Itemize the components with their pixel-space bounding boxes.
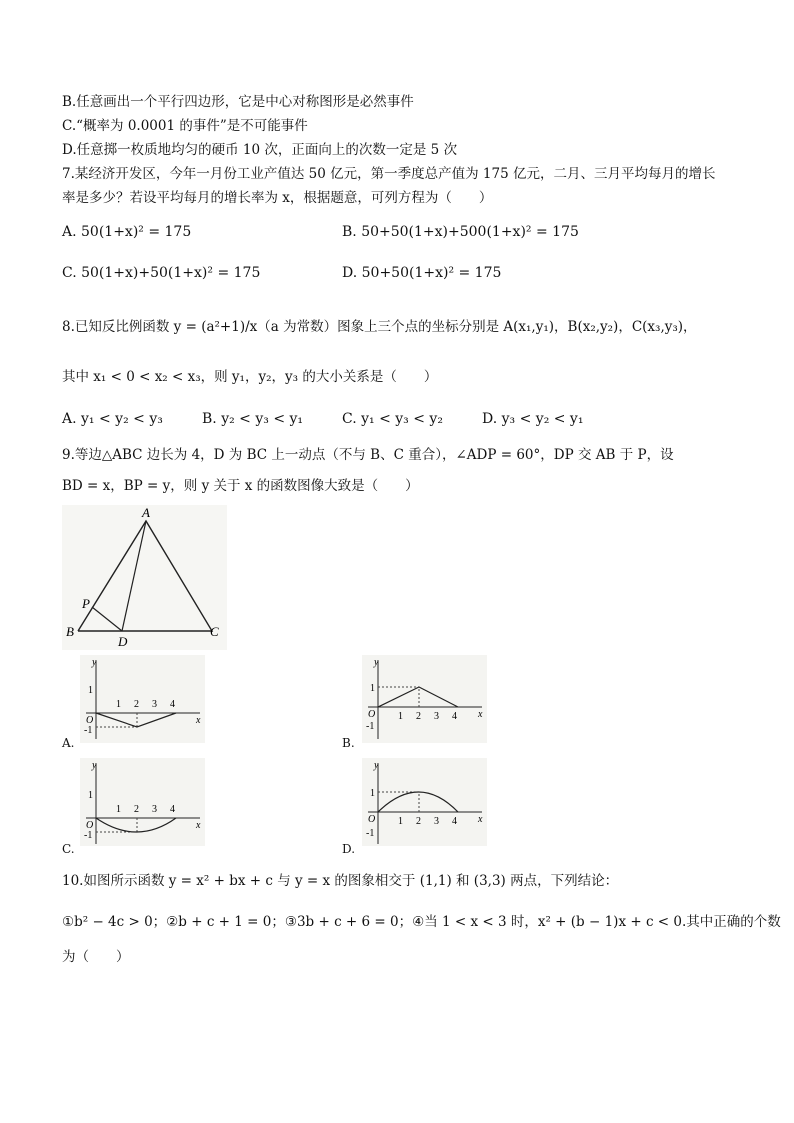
q6-option-c: C.“概率为 0.0001 的事件”是不可能事件: [62, 118, 308, 134]
q8-option-c: C. y₁ < y₃ < y₂: [342, 411, 443, 427]
tick-y-1: 1: [370, 683, 375, 694]
graph-a-background: [80, 655, 205, 743]
tick-y-1: 1: [370, 788, 375, 799]
q10-stem-line1: 10.如图所示函数 y = x² + bx + c 与 y = x 的图象相交于 (1,1) 和 (3,3) 两点，下列结论：: [62, 873, 619, 889]
q9-option-b: B.: [342, 736, 355, 750]
q8-option-a: A. y₁ < y₂ < y₃: [62, 411, 163, 427]
tick-x-2: 2: [416, 711, 421, 722]
q8-stem-line2: 其中 x₁ < 0 < x₂ < x₃，则 y₁，y₂，y₃ 的大小关系是（ ）: [62, 369, 438, 385]
tick-x-1: 1: [116, 804, 121, 815]
tick-x-4: 4: [452, 816, 457, 827]
tick-x-3: 3: [152, 699, 157, 710]
tick-x-1: 1: [116, 699, 121, 710]
triangle-figure: [62, 505, 227, 650]
y-axis-label: y: [92, 657, 97, 668]
q9-option-c: C.: [62, 842, 75, 856]
tick-x-2: 2: [134, 804, 139, 815]
q9-option-a: A.: [62, 736, 75, 750]
tick-x-4: 4: [452, 711, 457, 722]
tick-x-2: 2: [416, 816, 421, 827]
q7-option-a: A. 50(1+x)² = 175: [62, 224, 192, 240]
q8-stem-line1: 8.已知反比例函数 y = (a²+1)/x（a 为常数）图象上三个点的坐标分别是 A(x₁,y₁)，B(x₂,y₂)，C(x₃,y₃)，: [62, 319, 697, 335]
y-axis-label: y: [374, 760, 379, 771]
q9-stem-line1: 9.等边△ABC 边长为 4，D 为 BC 上一动点（不与 B、C 重合），∠ADP = 60°，DP 交 AB 于 P，设: [62, 447, 674, 463]
label-p: P: [82, 596, 90, 611]
tick-x-1: 1: [398, 816, 403, 827]
label-a: A: [142, 505, 150, 520]
q7-option-d: D. 50+50(1+x)² = 175: [342, 265, 502, 281]
tick-y-1: 1: [88, 685, 93, 696]
label-b: B: [66, 624, 74, 639]
graph-d-background: [362, 758, 487, 846]
origin-label: O: [368, 814, 376, 825]
x-axis-label: x: [196, 715, 201, 726]
q7-option-b: B. 50+50(1+x)+500(1+x)² = 175: [342, 224, 579, 240]
graph-b: [362, 655, 487, 743]
q10-stem-line3: 为（ ）: [62, 949, 130, 965]
q9-stem-line2: BD = x，BP = y，则 y 关于 x 的函数图像大致是（ ）: [62, 478, 419, 494]
tick-x-4: 4: [170, 699, 175, 710]
origin-label: O: [368, 709, 376, 720]
graph-a: [80, 655, 205, 743]
tick-y-1: 1: [88, 790, 93, 801]
tick-y-neg1: -1: [84, 725, 93, 736]
y-axis-label: y: [374, 657, 379, 668]
x-axis-label: x: [478, 814, 483, 825]
q8-option-b: B. y₂ < y₃ < y₁: [202, 411, 304, 427]
q7-option-c: C. 50(1+x)+50(1+x)² = 175: [62, 265, 261, 281]
tick-y-neg1: -1: [366, 828, 375, 839]
tick-y-neg1: -1: [366, 721, 375, 732]
q7-stem-line2: 率是多少？若设平均每月的增长率为 x，根据题意，可列方程为（ ）: [62, 190, 493, 206]
graph-b-background: [362, 655, 487, 743]
tick-y-neg1: -1: [84, 830, 93, 841]
q7-stem-line1: 7.某经济开发区，今年一月份工业产值达 50 亿元，第一季度总产值为 175 亿元，二月、三月平均每月的增长: [62, 166, 716, 182]
q6-option-b: B.任意画出一个平行四边形，它是中心对称图形是必然事件: [62, 94, 414, 110]
label-c: C: [210, 624, 219, 639]
q9-option-d: D.: [342, 842, 356, 856]
origin-label: O: [86, 715, 94, 726]
origin-label: O: [86, 820, 94, 831]
q8-option-d: D. y₃ < y₂ < y₁: [482, 411, 584, 427]
q6-option-d: D.任意掷一枚质地均匀的硬币 10 次，正面向上的次数一定是 5 次: [62, 142, 458, 158]
graph-c-background: [80, 758, 205, 846]
y-axis-label: y: [92, 760, 97, 771]
tick-x-3: 3: [434, 816, 439, 827]
tick-x-3: 3: [434, 711, 439, 722]
q10-stem-line2: ①b² − 4c > 0；②b + c + 1 = 0；③3b + c + 6 = 0；④当 1 < x < 3 时，x² + (b − 1)x + c < 0.其中正确的个数: [62, 914, 781, 930]
tick-x-1: 1: [398, 711, 403, 722]
tick-x-2: 2: [134, 699, 139, 710]
x-axis-label: x: [478, 709, 483, 720]
tick-x-3: 3: [152, 804, 157, 815]
graph-d: [362, 758, 487, 846]
label-d: D: [118, 634, 128, 649]
x-axis-label: x: [196, 820, 201, 831]
graph-c: [80, 758, 205, 846]
tick-x-4: 4: [170, 804, 175, 815]
